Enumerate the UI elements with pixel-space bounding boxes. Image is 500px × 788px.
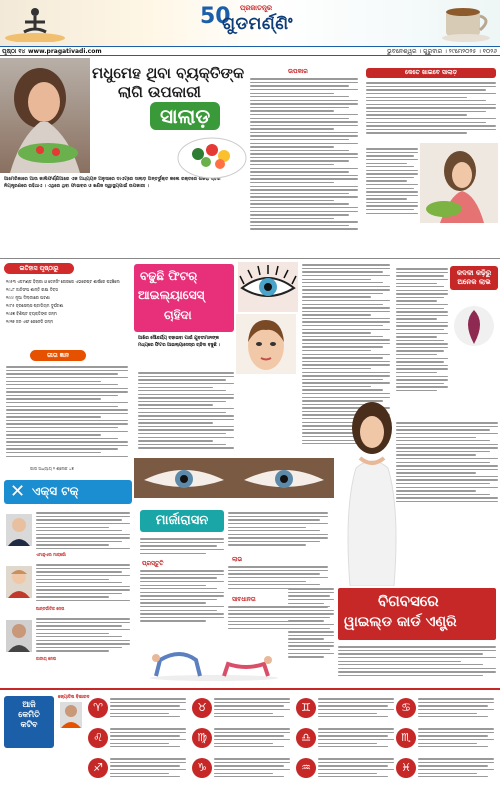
salad-bowl-image <box>176 130 248 180</box>
eyelash-title-1: ବଢୁଛି ଫିଟର୍ <box>140 269 198 283</box>
page-number: ପୃଷ୍ଠା ୧୪ <box>2 48 26 55</box>
salad-side-text-2 <box>366 146 418 226</box>
website-link[interactable]: www.pragativadi.com <box>28 48 102 55</box>
itihaas-item: ୧୯୧୭ ଜନ ଏଫ କେନେଡି ଜନ୍ମ <box>6 319 54 324</box>
actress-image <box>332 398 408 586</box>
yoga-illustration <box>2 2 68 42</box>
gita-text <box>6 364 128 464</box>
salad-headline-3: ସାଲାଡ଼ <box>150 102 220 130</box>
itihaas-item: ୧୯୯୯ ନୂଆ ଦିଲ୍ଲୀରେ ଘଟଣା <box>6 295 50 300</box>
eyelash-lead: ଆଖିର ସୌନ୍ଦର୍ଯ୍ୟ ବଢାଇବା ପାଇଁ ଯୁବତୀମାନଙ୍କ ମଧ୍ୟରେ ଫିଟର ଆଇଲ୍ୟାସେସ୍‌ର ଚାହିଦା ବଢୁଛି । <box>138 336 221 348</box>
bigboss-title-2: ୱାଇଲ୍ଡ କାର୍ଡ ଏଣ୍ଟ୍ରି <box>344 614 457 630</box>
cat-pose-yoga-image <box>146 634 282 682</box>
scorpio-icon: ♏ <box>396 728 416 748</box>
marjari-benefits-label: ଲାଭ <box>232 556 243 563</box>
rashifal-label-2: କେମିତି <box>18 710 40 719</box>
rashifal-section <box>0 688 500 788</box>
brand-small: ପ୍ରଜାତନ୍ତ୍ର <box>240 4 273 12</box>
sagittarius-icon: ♐ <box>88 758 108 778</box>
itihaas-item: ୧୯୪୮ ଜାତିସଂଘ ଶାନ୍ତି ରକ୍ଷା ଦିବସ <box>6 287 58 292</box>
marjari-title: ମାର୍ଜାରାସନ <box>140 510 224 532</box>
itihaas-label: ଇତିହାସ ପୃଷ୍ଠାରୁ <box>4 263 74 274</box>
marjari-intro <box>140 536 224 556</box>
salad-benefit-label: ଉପକାର <box>288 68 308 75</box>
marjari-caution-label: ସାବଧାନତା <box>232 596 256 603</box>
avatar <box>6 514 32 546</box>
zodiac-cell <box>88 726 188 752</box>
eyelash-title-3: ଚାହିଦା <box>164 308 192 322</box>
kabdi-section <box>396 262 498 422</box>
salad-side-text <box>366 80 496 140</box>
masthead-title: ଗୁଡମର୍ଣ୍ଣିଂ <box>222 14 293 34</box>
zodiac-cell <box>88 696 188 722</box>
bigboss-text <box>338 644 496 684</box>
leo-icon: ♌ <box>88 728 108 748</box>
xtweet-text <box>36 562 130 606</box>
salad-benefit-text <box>250 76 358 236</box>
anniversary-badge: 50 <box>200 4 231 29</box>
pisces-icon: ♓ <box>396 758 416 778</box>
zodiac-cell <box>296 756 396 782</box>
xtweet-text <box>36 510 130 552</box>
itihaas-item: ୧୯୫୩ ଏଡମଣ୍ଡ ହିଲାରୀ ଓ ତେନଜିଂ ନୋରଗେ ଏଭରେଷ୍ଟ ଶୀର୍ଷରେ ପହଞ୍ଚିଲେ <box>6 279 120 284</box>
taurus-icon: ♉ <box>192 698 212 718</box>
xtweet-person-1 <box>6 510 130 558</box>
aries-icon: ♈ <box>88 698 108 718</box>
salad-woman-right-image <box>420 143 498 223</box>
salad-section <box>0 58 500 258</box>
kabdi-text <box>396 266 448 416</box>
marjari-subtitle: ପ୍ରସ୍ତୁତି <box>142 560 164 567</box>
astrologer-name: ଜ୍ୟୋତିଷ ବିଶାରଦ <box>58 695 90 700</box>
cancer-icon: ♋ <box>396 698 416 718</box>
salad-lead: ଆମେରିକାରେ ଆଉ କାଲିଫର୍ଣ୍ଣିଆରେ ଏକ ଅଧ୍ୟୟନ ଅନୁସାରେ ଡାଏଟ୍‌ରେ ସାଲାଡ଼ ଅନ୍ତର୍ଭୁକ୍ତ କଲେ ରକ୍ତରେ ଶର୍କରା ସ୍ତର ନିୟନ୍ତ୍ରଣରେ ରହିଥାଏ । ଏଥିରେ ଥିବା ଫାଇବର ଓ ଖଣିଜ ସ୍ୱାସ୍ଥ୍ୟପାଇଁ ଉପକାରୀ । <box>4 177 221 189</box>
eyelash-title-2: ଆଇଲ୍ୟାସେସ୍ <box>138 288 205 302</box>
salad-side-label: କେତେ ଖାଇବେ ସାଲାଡ଼ <box>366 68 496 78</box>
astrologer-avatar <box>60 702 82 728</box>
gita-attribution: ଗୀତା ଅଧ୍ୟାୟ ୨ ଶ୍ଳୋକ ୪୭ <box>30 466 74 471</box>
itihaas-item: ୧୯୬୭ ବିଶିଷ୍ଟ ବ୍ୟକ୍ତିଙ୍କ ଜନ୍ମ <box>6 311 57 316</box>
marjari-col2 <box>228 510 328 554</box>
banana-flower-image <box>452 304 496 348</box>
eyelash-text <box>138 370 234 456</box>
eyes-banner-image <box>134 458 334 498</box>
libra-icon: ♎ <box>296 728 316 748</box>
zodiac-cell <box>296 696 396 722</box>
marjari-steps <box>140 568 224 632</box>
zodiac-cell <box>396 756 496 782</box>
avatar <box>6 566 32 598</box>
itihaas-item: ୧୯୮୫ ବ୍ରସେଲ୍ସ ଷ୍ଟାଡିୟମ ଦୁର୍ଘଟଣା <box>6 303 64 308</box>
bigboss-text-left <box>288 586 334 682</box>
salad-headline-1: ମଧୁମେହ ଥିବା ବ୍ୟକ୍ତିଙ୍କ <box>92 64 245 82</box>
section-divider <box>0 258 500 259</box>
xtweet-person-2 <box>6 562 130 612</box>
zodiac-cell <box>296 726 396 752</box>
zodiac-cell <box>88 756 188 782</box>
woman-face-image <box>236 314 296 374</box>
eye-closeup-image <box>238 262 298 312</box>
eyelash-title-box <box>134 264 234 332</box>
xtweet-header <box>4 480 132 504</box>
xtweet-label: ଏକ୍ସ ଟକ୍ <box>32 484 79 498</box>
bigboss-title-1: ବିଗବସରେ <box>378 592 439 610</box>
x-logo-icon: ✕ <box>10 481 26 502</box>
xtweet-caption: ଆନ୍ତର୍ଜାତିକ ନେତା <box>36 606 65 611</box>
bigboss-title-box <box>338 588 496 640</box>
zodiac-cell <box>192 726 292 752</box>
salad-headline-2: ଲାଗି ଉପକାରୀ <box>118 83 201 101</box>
zodiac-cell <box>396 696 496 722</box>
rashifal-label-3: କଟିବ <box>20 720 38 729</box>
zodiac-cell <box>192 696 292 722</box>
tea-cup-illustration <box>440 2 498 44</box>
masthead <box>0 0 500 46</box>
kabdi-label: କଦଳୀ କଢ଼ିରୁ ଅନେକ ଲାଭ <box>450 266 498 290</box>
date-line: ଭୁବନେଶ୍ୱର । ଗୁରୁବାର । ୨୯ମେ୨୦୨୫ । ୧୦୨୬ <box>387 48 497 55</box>
xtweet-caption: ଏମାନୁଏଲ ମାକ୍ରୋଁ <box>36 552 66 557</box>
avatar <box>6 620 32 652</box>
xtweet-person-3 <box>6 616 130 662</box>
aquarius-icon: ♒ <box>296 758 316 778</box>
gita-label: ଗୀତା ଜ୍ଞାନ <box>30 350 86 361</box>
xtweet-caption: ଜାତୀୟ ନେତା <box>36 656 57 661</box>
rashifal-label-1: ଆଜି <box>22 700 36 709</box>
virgo-icon: ♍ <box>192 728 212 748</box>
rashifal-label-box <box>4 696 54 748</box>
xtweet-text <box>36 616 130 656</box>
bigboss-story-text <box>396 420 498 520</box>
woman-eating-salad-image <box>0 58 90 173</box>
capricorn-icon: ♑ <box>192 758 212 778</box>
zodiac-cell <box>192 756 292 782</box>
zodiac-cell <box>396 726 496 752</box>
gemini-icon: ♊ <box>296 698 316 718</box>
itihaas-list <box>6 278 124 326</box>
info-strip <box>0 46 500 56</box>
salad-woman-photo <box>0 58 90 173</box>
